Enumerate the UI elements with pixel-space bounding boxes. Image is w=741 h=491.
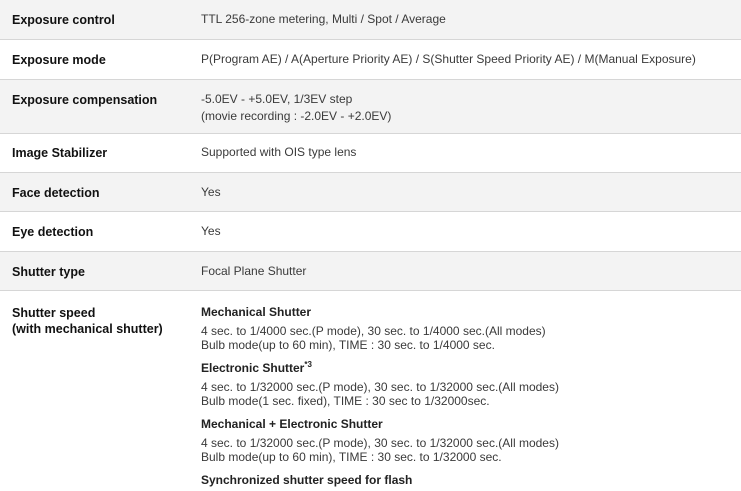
row-label-text: Exposure mode [12, 53, 106, 67]
electronic-shutter-line: Bulb mode(1 sec. fixed), TIME : 30 sec to 1/32000sec. [201, 394, 490, 408]
row-label-text: (with mechanical shutter) [12, 322, 163, 336]
row-value [190, 212, 741, 251]
row-value-text: Yes [201, 185, 221, 199]
mech-electronic-shutter-heading: Mechanical + Electronic Shutter [201, 417, 383, 431]
spec-row-exposure-control [0, 0, 741, 40]
row-value [190, 0, 741, 39]
electronic-shutter-line: 4 sec. to 1/32000 sec.(P mode), 30 sec. to 1/32000 sec.(All modes) [201, 380, 559, 394]
spec-row-eye-detection [0, 212, 741, 252]
row-label [0, 173, 190, 211]
electronic-shutter-heading-text: Electronic Shutter [201, 361, 305, 375]
row-value [190, 80, 741, 133]
row-value-text: -5.0EV - +5.0EV, 1/3EV step [201, 92, 353, 106]
row-label-text: Face detection [12, 186, 100, 200]
row-value-text: (movie recording : -2.0EV - +2.0EV) [201, 109, 392, 123]
mechanical-shutter-line: 4 sec. to 1/4000 sec.(P mode), 30 sec. to 1/4000 sec.(All modes) [201, 324, 546, 338]
row-value-text: Yes [201, 224, 221, 238]
row-label-text: Shutter speed [12, 306, 96, 320]
spec-row-shutter-type [0, 252, 741, 291]
row-label [0, 252, 190, 290]
row-label-text: Eye detection [12, 225, 94, 239]
mechanical-shutter-heading: Mechanical Shutter [201, 305, 312, 319]
row-value-text: P(Program AE) / A(Aperture Priority AE) / S(Shutter Speed Priority AE) / M(Manual Exposure) [201, 52, 696, 66]
row-label [0, 0, 190, 39]
row-value-text: Supported with OIS type lens [201, 145, 357, 159]
row-label [0, 134, 190, 172]
row-label [0, 80, 190, 133]
row-label [0, 291, 190, 491]
row-value [190, 291, 741, 491]
mechanical-shutter-line: Bulb mode(up to 60 min), TIME : 30 sec. to 1/4000 sec. [201, 338, 495, 352]
row-value [190, 252, 741, 290]
row-value [190, 134, 741, 172]
spec-row-exposure-mode [0, 40, 741, 80]
electronic-shutter-heading [201, 361, 741, 376]
spec-row-shutter-speed [0, 291, 741, 491]
spec-row-face-detection [0, 173, 741, 212]
row-label-text: Exposure control [12, 13, 115, 27]
spec-row-image-stabilizer [0, 134, 741, 173]
flash-sync-heading: Synchronized shutter speed for flash [201, 473, 413, 487]
row-value-text: Focal Plane Shutter [201, 264, 307, 278]
row-label-text: Exposure compensation [12, 93, 158, 107]
footnote-marker: *3 [304, 360, 312, 369]
mech-electronic-shutter-line: 4 sec. to 1/32000 sec.(P mode), 30 sec. to 1/32000 sec.(All modes) [201, 436, 559, 450]
row-value [190, 40, 741, 79]
spec-row-exposure-compensation [0, 80, 741, 134]
row-label [0, 212, 190, 251]
row-label-text: Shutter type [12, 265, 85, 279]
row-label-text: Image Stabilizer [12, 146, 108, 160]
row-label [0, 40, 190, 79]
mech-electronic-shutter-line: Bulb mode(up to 60 min), TIME : 30 sec. to 1/32000 sec. [201, 450, 502, 464]
row-value [190, 173, 741, 211]
row-value-text: TTL 256-zone metering, Multi / Spot / Average [201, 12, 446, 26]
